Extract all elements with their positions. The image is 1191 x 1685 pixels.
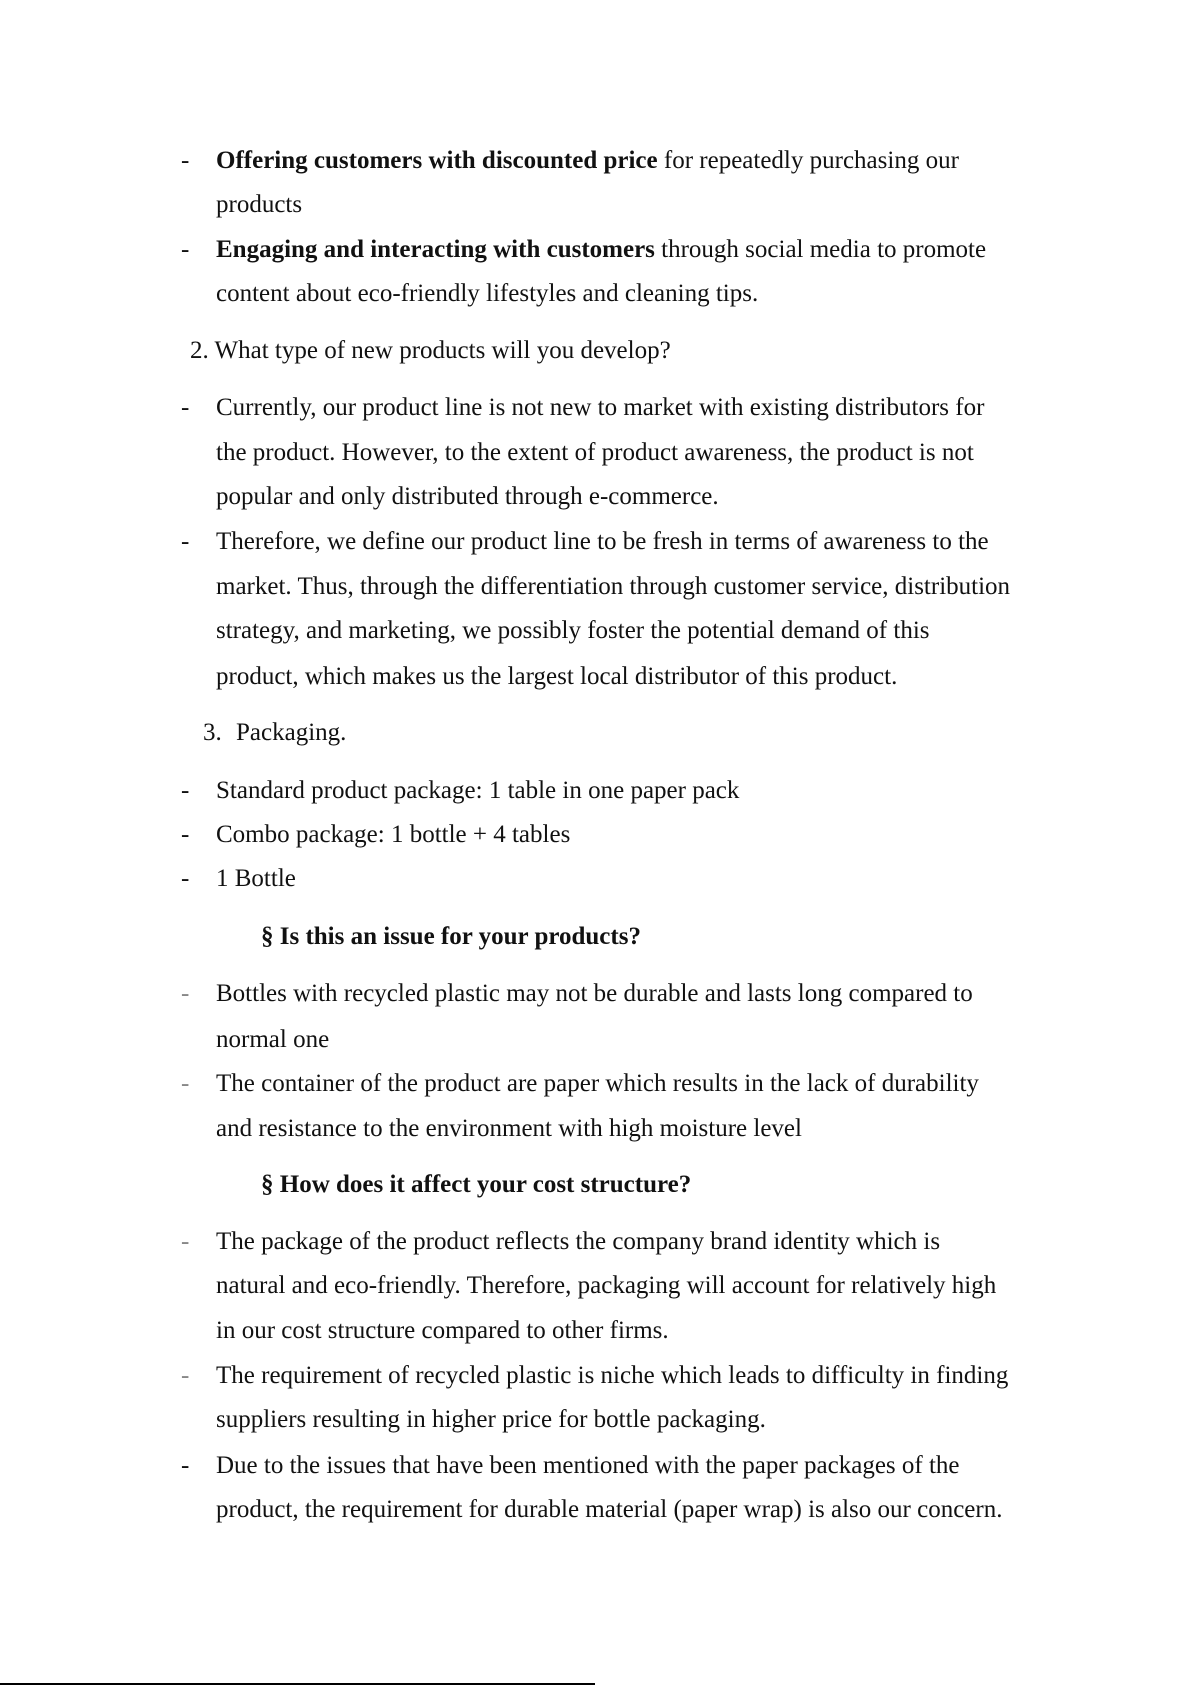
paragraph-line: The package of the product reflects the company brand identity which is [216, 1228, 941, 1255]
bullet-bold-text: Offering customers with discounted price [216, 147, 658, 174]
issue-subheading: § Is this an issue for your products? [261, 923, 641, 950]
bullet-dash: - [181, 236, 190, 263]
paragraph-line: the product. However, to the extent of product awareness, the product is not [216, 439, 974, 466]
paragraph-line: strategy, and marketing, we possibly foster the potential demand of this [216, 617, 930, 644]
paragraph-line: in our cost structure compared to other firms. [216, 1317, 669, 1344]
paragraph-line: and resistance to the environment with high moisture level [216, 1115, 802, 1142]
bullet-dash: - [181, 865, 190, 892]
paragraph-line: product, which makes us the largest local distributor of this product. [216, 663, 898, 690]
bullet-dash: - [181, 1452, 190, 1479]
paragraph-line: Therefore, we define our product line to be fresh in terms of awareness to the [216, 528, 989, 555]
paragraph-line: suppliers resulting in higher price for bottle packaging. [216, 1406, 766, 1433]
bullet-dash: - [181, 980, 190, 1007]
paragraph-line: product, the requirement for durable material (paper wrap) is also our concern. [216, 1496, 1003, 1523]
bullet-dash: - [181, 1362, 190, 1389]
bullet-dash: - [181, 1070, 190, 1097]
question-3-heading: Packaging. [236, 719, 347, 746]
question-2-heading: 2. What type of new products will you develop? [190, 337, 671, 364]
paragraph-line: Bottles with recycled plastic may not be durable and lasts long compared to [216, 980, 973, 1007]
paragraph-line: natural and eco-friendly. Therefore, packaging will account for relatively high [216, 1272, 997, 1299]
bullet-dash: - [181, 147, 190, 174]
bullet-dash: - [181, 821, 190, 848]
paragraph-line: The container of the product are paper which results in the lack of durability [216, 1070, 979, 1097]
list-item: Standard product package: 1 table in one paper pack [216, 777, 740, 804]
list-item: Combo package: 1 bottle + 4 tables [216, 821, 571, 848]
cost-subheading: § How does it affect your cost structure? [261, 1171, 692, 1198]
bullet-text: through social media to promote [654, 236, 987, 263]
bullet-dash: - [181, 394, 190, 421]
paragraph-line: normal one [216, 1026, 330, 1053]
bullet-text: for repeatedly purchasing our [657, 147, 959, 174]
bullet-dash: - [181, 1228, 190, 1255]
paragraph-line: market. Thus, through the differentiation through customer service, distribution [216, 573, 1011, 600]
paragraph-line: popular and only distributed through e-commerce. [216, 483, 719, 510]
paragraph-line: Due to the issues that have been mentioned with the paper packages of the [216, 1452, 960, 1479]
bullet-bold-text: Engaging and interacting with customers [216, 236, 655, 263]
bullet-continuation: products [216, 191, 303, 218]
question-3-number: 3. [203, 719, 222, 746]
paragraph-line: Currently, our product line is not new to market with existing distributors for [216, 394, 985, 421]
bullet-line [216, 146, 959, 176]
list-item: 1 Bottle [216, 865, 296, 892]
bullet-dash: - [181, 777, 190, 804]
bullet-dash: - [181, 528, 190, 555]
paragraph-line: The requirement of recycled plastic is niche which leads to difficulty in finding [216, 1362, 1009, 1389]
bullet-line [216, 235, 986, 265]
bullet-continuation: content about eco-friendly lifestyles and cleaning tips. [216, 280, 759, 307]
